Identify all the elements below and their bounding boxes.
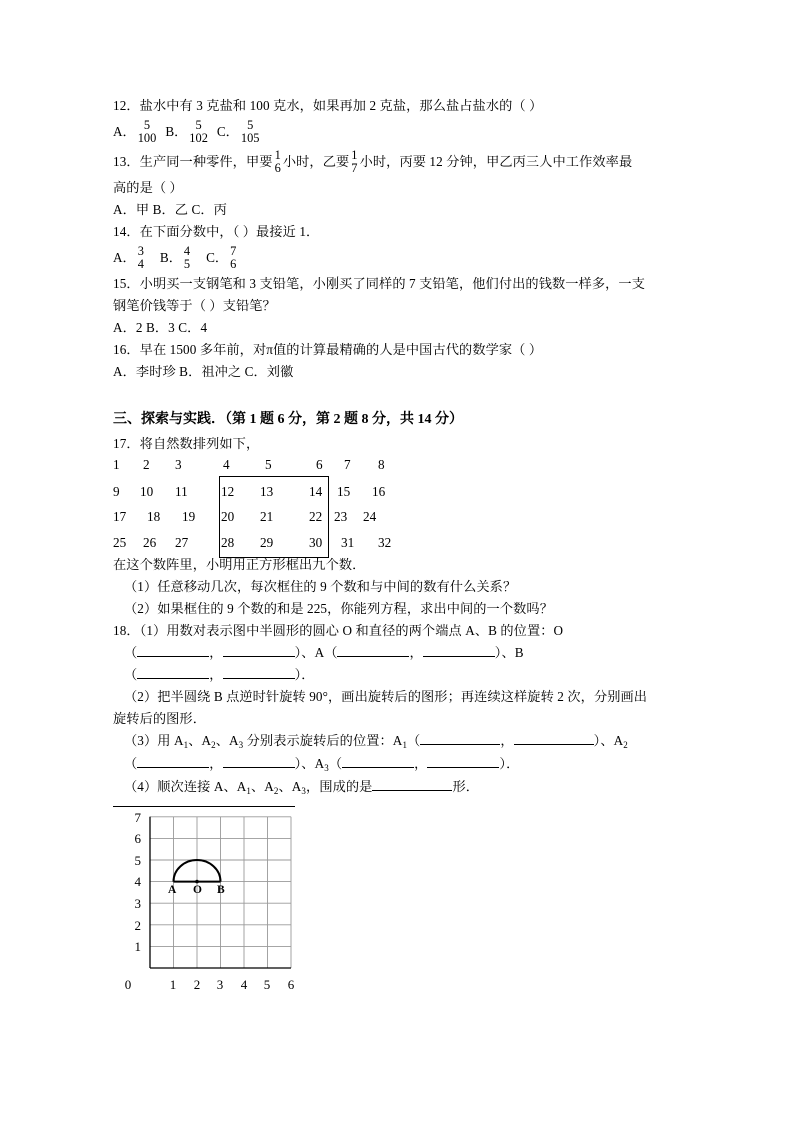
matrix-cell: 31	[341, 535, 355, 550]
y-axis-label: 5	[134, 853, 141, 868]
answer-blank[interactable]	[337, 643, 409, 657]
question-12-stem: 12．盐水中有 3 克盐和 100 克水，如果再加 2 克盐，那么盐占盐水的（ ）	[113, 98, 543, 113]
answer-blank[interactable]	[223, 754, 295, 768]
subscript: 1	[402, 740, 408, 750]
question-14-stem: 14．在下面分数中，（ ）最接近 1．	[113, 224, 320, 239]
option-c-fraction: 7 6	[230, 244, 237, 271]
answer-blank[interactable]	[420, 731, 500, 745]
q13-fraction-1: 1 6	[274, 148, 281, 175]
matrix-cell: 27	[175, 535, 189, 550]
question-12-options	[113, 117, 691, 147]
subscript: 2	[623, 740, 628, 750]
question-18-sub2-line1: （2）把半圆绕 B 点逆时针旋转 90°，画出旋转后的图形；再连续这样旋转 2 次，分别画出	[124, 689, 648, 704]
subscript: 1	[246, 786, 251, 796]
matrix-cell: 16	[372, 484, 386, 499]
option-b-fraction: 5 102	[189, 118, 208, 145]
matrix-cell: 30	[309, 535, 323, 550]
question-15-options: A．2 B．3 C．4	[113, 320, 208, 335]
option-a-label: A．	[113, 250, 136, 265]
question-17-sub2: （2）如果框住的 9 个数的和是 225，你能列方程，求出中间的一个数吗？	[124, 601, 553, 616]
x-axis-label: 0	[124, 977, 132, 992]
x-axis-label: 3	[216, 977, 224, 992]
matrix-cell: 20	[221, 509, 235, 524]
subscript: 3	[324, 763, 329, 773]
y-axis-label: 2	[134, 918, 141, 933]
point-label-b: B	[217, 884, 225, 896]
option-a-fraction: 5 100	[137, 118, 157, 145]
matrix-cell: 26	[143, 535, 157, 550]
matrix-cell: 10	[140, 484, 154, 499]
subscript: 3	[301, 786, 307, 796]
matrix-cell: 4	[223, 457, 230, 472]
section-3-heading: 三、探索与实践．（第 1 题 6 分，第 2 题 8 分，共 14 分）	[113, 412, 463, 427]
question-18-sub2-line2: 旋转后的图形．	[113, 711, 207, 726]
matrix-cell: 18	[147, 509, 161, 524]
answer-blank[interactable]	[137, 643, 209, 657]
coordinate-grid-svg	[113, 803, 413, 1003]
question-13-stem: 13．生产同一种零件，甲要 1 6 小时，乙要 1 7 小时，丙要 12 分钟，甲乙丙三人中工作效率最	[113, 148, 633, 175]
matrix-cell: 23	[334, 509, 348, 524]
x-axis-label: 1	[169, 977, 177, 992]
y-axis-label: 7	[134, 810, 141, 825]
question-13-options: A．甲 B．乙 C．丙	[113, 202, 227, 217]
option-c-fraction: 5 105	[240, 118, 260, 145]
question-18-sub4: （4）顺次连接 A、$A_1$、$A_2$、$A_3$，围成的是 形．	[124, 779, 480, 796]
question-14-options	[113, 243, 691, 273]
y-axis-label: 4	[134, 874, 141, 889]
matrix-cell: 25	[113, 535, 127, 550]
x-axis-label: 4	[240, 977, 248, 992]
answer-blank[interactable]	[137, 665, 209, 679]
question-15-stem-line2: 钢笔价钱等于（ ）支铅笔？	[113, 298, 276, 313]
question-16-stem: 16．早在 1500 多年前，对π值的计算最精确的人是中国古代的数学家（ ）	[113, 342, 543, 357]
matrix-cell: 22	[309, 509, 323, 524]
matrix-cell: 29	[260, 535, 274, 550]
matrix-cell: 6	[316, 457, 323, 472]
matrix-cell: 28	[221, 535, 235, 550]
point-label-o: O	[193, 884, 202, 896]
question-15-stem-line1: 15．小明买一支钢笔和 3 支铅笔，小刚买了同样的 7 支铅笔，他们付出的钱数一样多，一支	[113, 276, 645, 291]
matrix-cell: 17	[113, 509, 127, 524]
point-label-a: A	[168, 884, 177, 896]
subscript: 2	[273, 786, 279, 796]
matrix-cell: 3	[175, 457, 182, 472]
matrix-cell: 5	[265, 457, 272, 472]
number-matrix	[113, 457, 691, 554]
subscript: 3	[238, 740, 244, 750]
x-axis-label: 2	[193, 977, 201, 992]
matrix-cell: 14	[309, 484, 323, 499]
subscript: 2	[211, 740, 216, 750]
y-axis-label: 3	[134, 896, 141, 911]
answer-blank[interactable]	[223, 665, 295, 679]
matrix-cell: 11	[175, 484, 188, 499]
matrix-cell: 13	[260, 484, 274, 499]
matrix-cell: 7	[344, 457, 351, 472]
center-point-dot	[195, 880, 199, 884]
answer-blank[interactable]	[423, 643, 495, 657]
question-18-sub1-line2: （ ， ）、A（ ， ）、B	[124, 645, 524, 660]
x-axis-label: 6	[287, 977, 295, 992]
option-b-label: B．	[159, 250, 182, 265]
answer-blank[interactable]	[514, 731, 594, 745]
option-a-label: A．	[113, 124, 136, 139]
question-18-sub1-line3: （ ， ）．	[124, 667, 315, 682]
y-axis-label: 6	[134, 831, 141, 846]
answer-blank[interactable]	[223, 643, 295, 657]
question-18-sub3-line1: （3）用 $A_1$、$A_2$、$A_3$ 分别表示旋转后的位置：$A_1$（ ， ）、$A_2$	[124, 733, 628, 750]
matrix-cell: 1	[113, 457, 120, 472]
option-c-label: C．	[216, 124, 239, 139]
option-a-fraction: 3 4	[137, 244, 144, 271]
coordinate-grid-figure	[113, 803, 413, 1008]
question-13-stem-cont: 高的是（ ）	[113, 180, 183, 195]
question-17-sub1: （1）任意移动几次，每次框住的 9 个数和与中间的数有什么关系？	[124, 579, 517, 594]
matrix-cell: 8	[378, 457, 385, 472]
y-axis-label: 1	[134, 939, 141, 954]
q13-fraction-2: 1 7	[351, 148, 358, 175]
option-b-label: B．	[165, 124, 188, 139]
matrix-cell: 21	[260, 509, 274, 524]
matrix-cell: 19	[182, 509, 196, 524]
answer-blank[interactable]	[342, 754, 414, 768]
option-c-label: C．	[206, 250, 229, 265]
question-17-stem: 17．将自然数排列如下，	[113, 436, 260, 451]
matrix-cell: 32	[378, 535, 392, 550]
answer-blank[interactable]	[427, 754, 499, 768]
matrix-cell: 24	[363, 509, 377, 524]
page-content	[113, 95, 691, 1008]
x-axis-label: 5	[263, 977, 271, 992]
answer-blank[interactable]	[372, 777, 452, 791]
matrix-cell: 9	[113, 484, 120, 499]
matrix-cell: 15	[337, 484, 351, 499]
question-16-options: A．李时珍 B．祖冲之 C．刘徽	[113, 364, 294, 379]
matrix-cell: 12	[221, 484, 235, 499]
question-18-sub1-line1: 18．（1）用数对表示图中半圆形的圆心 O 和直径的两个端点 A、B 的位置：O	[113, 623, 564, 638]
subscript: 1	[183, 740, 189, 750]
question-17-after: 在这个数阵里，小明用正方形框出九个数．	[113, 557, 366, 572]
option-b-fraction: 4 5	[183, 244, 191, 271]
question-18-sub3-line2: （ ， ）、$A_3$（ ， ）．	[124, 756, 520, 773]
answer-blank[interactable]	[137, 754, 209, 768]
matrix-cell: 2	[143, 457, 150, 472]
